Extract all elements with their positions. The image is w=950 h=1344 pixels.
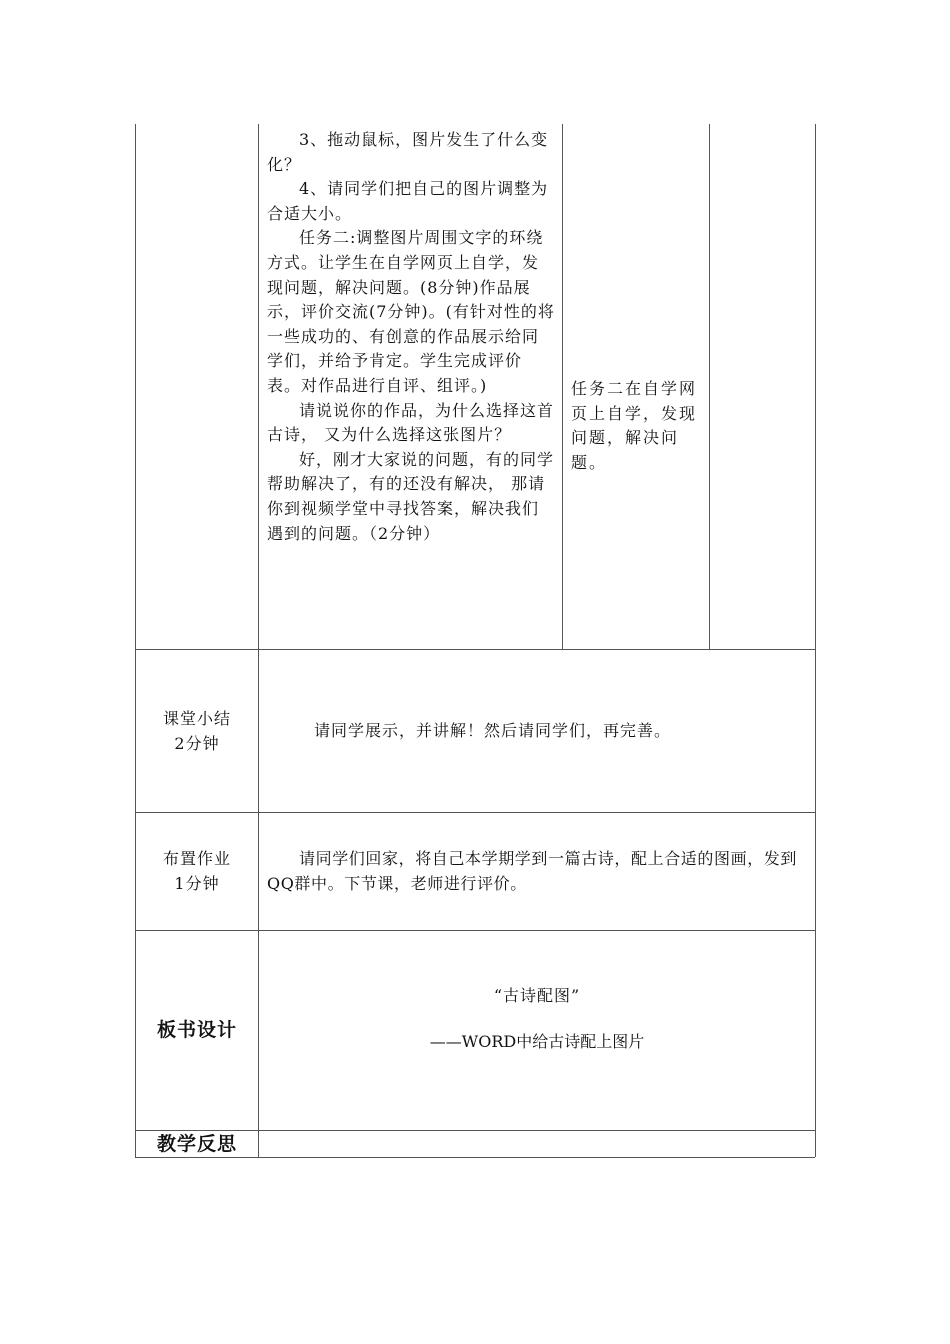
process-paragraph: 4、请同学们把自己的图片调整为合适大小。	[267, 179, 549, 223]
homework-label-title: 布置作业	[162, 849, 231, 868]
summary-label-duration: 2分钟	[174, 733, 220, 753]
board-subtitle: ——WORD中给古诗配上图片	[429, 1032, 645, 1051]
row-divider-2	[135, 812, 815, 813]
process-paragraph: 3、拖动鼠标，图片发生了什么变化？	[267, 130, 549, 174]
reflection-content	[259, 1131, 815, 1157]
board-title: “古诗配图”	[493, 986, 581, 1005]
reflection-label: 教学反思	[156, 1133, 237, 1155]
process-paragraph: 任务二:调整图片周围文字的环绕方式。让学生在自学网页上自学，发现问题，解决问题。(8分钟)作品展示，评价交流(7分钟)。(有针对性的将一些成功的、有创意的作品展示给同学们，并给予肯定。学生完成评价表。对作品进行自评、组评。)	[267, 228, 555, 395]
row-divider-1	[135, 649, 815, 650]
homework-label-duration: 1分钟	[174, 873, 220, 893]
board-label: 板书设计	[156, 1019, 237, 1041]
summary-label	[136, 707, 258, 756]
row-divider-3	[135, 930, 815, 931]
homework-content: 请同学们回家，将自己本学期学到一篇古诗，配上合适的图画，发到QQ群中。下节课，老师进行评价。	[267, 849, 798, 893]
homework-label	[136, 847, 258, 896]
table-right-border	[815, 124, 816, 1157]
table-left-border	[135, 124, 136, 1157]
summary-content: 请同学展示，并讲解！然后请同学们，再完善。	[314, 721, 672, 740]
student-activity-cell: 任务二在自学网页上自学，发现问题，解决问题。	[571, 379, 698, 472]
table-bottom-border	[135, 1157, 815, 1158]
process-paragraph: 好，刚才大家说的问题，有的同学帮助解决了，有的还没有解决， 那请你到视频学堂中寻找答案，解决我们遇到的问题。（2分钟）	[267, 449, 555, 543]
column-divider-student	[709, 124, 710, 649]
column-divider-teacher	[562, 124, 563, 649]
teaching-process-cell	[267, 128, 555, 546]
summary-label-title: 课堂小结	[162, 709, 231, 728]
process-paragraph: 请说说你的作品，为什么选择这首古诗， 又为什么选择这张图片？	[267, 400, 555, 445]
